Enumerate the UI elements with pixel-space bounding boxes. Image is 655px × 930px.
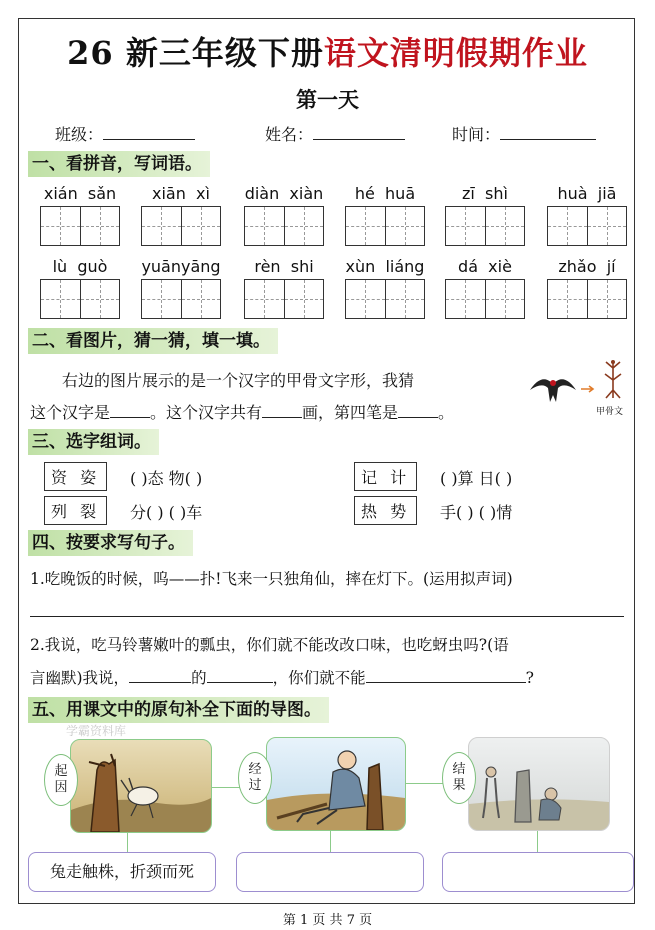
section-3-heading: 三、选字组词。 xyxy=(28,429,159,455)
s2-blank-char[interactable] xyxy=(110,417,150,418)
writing-grid[interactable] xyxy=(445,279,525,319)
writing-grid[interactable] xyxy=(40,279,120,319)
s3-box-ji: 记 计 xyxy=(354,462,417,491)
tree-stump-rabbit-icon xyxy=(71,740,211,832)
s2-blank-fourth-stroke[interactable] xyxy=(398,417,438,418)
writing-grid[interactable] xyxy=(244,206,324,246)
name-field: 姓名： xyxy=(265,122,405,145)
s2-blank-strokes[interactable] xyxy=(262,417,302,418)
s3-words-re: 手( ) ( )情 xyxy=(440,503,513,522)
swallow-icon xyxy=(528,368,578,410)
page-title xyxy=(0,28,655,74)
writing-grid[interactable] xyxy=(40,206,120,246)
s4-q2-line2: 言幽默)我说， 的 ，你们就不能 ? xyxy=(30,669,534,687)
page-footer: 第 1 页 共 7 页 xyxy=(282,913,373,928)
connector-down-2 xyxy=(330,829,331,853)
s3-box-zi: 资 姿 xyxy=(44,462,107,491)
bubble-result: 结 果 xyxy=(442,752,476,804)
grid-cell[interactable] xyxy=(385,280,425,318)
pinyin-label: xiān xì xyxy=(152,184,210,203)
grid-cell[interactable] xyxy=(245,207,284,245)
writing-grid[interactable] xyxy=(345,206,425,246)
grid-cell[interactable] xyxy=(181,280,221,318)
class-blank[interactable] xyxy=(103,125,195,140)
s3-words-zi: ( )态 物( ) xyxy=(130,469,203,488)
title-main: 26 新三年级下册 xyxy=(67,34,324,72)
writing-grid[interactable] xyxy=(445,206,525,246)
answer-box-cause: 兔走触株，折颈而死 xyxy=(28,852,216,892)
section-4-heading: 四、按要求写句子。 xyxy=(28,530,193,556)
grid-cell[interactable] xyxy=(548,207,587,245)
grid-cell[interactable] xyxy=(142,207,181,245)
pinyin-label: xián sǎn xyxy=(43,184,117,203)
name-blank[interactable] xyxy=(313,125,405,140)
s3-box-lie: 列 裂 xyxy=(44,496,107,525)
grid-cell[interactable] xyxy=(446,280,485,318)
s3-words-lie: 分( ) ( )车 xyxy=(130,503,203,522)
oracle-label: 甲骨文 xyxy=(596,407,624,417)
section-1-heading: 一、看拼音，写词语。 xyxy=(28,151,210,177)
grid-cell[interactable] xyxy=(587,207,627,245)
grid-cell[interactable] xyxy=(385,207,425,245)
grid-cell[interactable] xyxy=(446,207,485,245)
grid-cell[interactable] xyxy=(485,207,525,245)
bubble-cause: 起 因 xyxy=(44,754,78,806)
pinyin-label: rèn shi xyxy=(254,257,314,276)
arrow-right-icon xyxy=(580,384,596,394)
title-highlight: 语文清明假期作业 xyxy=(323,34,588,72)
grid-cell[interactable] xyxy=(346,207,385,245)
grid-cell[interactable] xyxy=(41,207,80,245)
story-image-process xyxy=(266,737,406,831)
pinyin-label: zhǎo jí xyxy=(558,257,616,276)
writing-grid[interactable] xyxy=(141,279,221,319)
grid-cell[interactable] xyxy=(548,280,587,318)
pinyin-label: diàn xiàn xyxy=(244,184,324,203)
s4-q1-answer-line[interactable] xyxy=(30,616,624,617)
s4-blank-2[interactable] xyxy=(207,682,273,683)
s3-box-re: 热 势 xyxy=(354,496,417,525)
grid-cell[interactable] xyxy=(346,280,385,318)
s4-blank-1[interactable] xyxy=(129,682,191,683)
grid-cell[interactable] xyxy=(80,207,120,245)
time-blank[interactable] xyxy=(500,125,596,140)
watermark: 学霸资料库 xyxy=(66,724,127,738)
grid-cell[interactable] xyxy=(284,280,324,318)
grid-cell[interactable] xyxy=(245,280,284,318)
writing-grid[interactable] xyxy=(141,206,221,246)
answer-box-process[interactable] xyxy=(236,852,424,892)
connector-down-3 xyxy=(537,829,538,853)
grid-cell[interactable] xyxy=(485,280,525,318)
pinyin-label: xùn liáng xyxy=(345,257,425,276)
writing-grid[interactable] xyxy=(345,279,425,319)
pinyin-label: zī shì xyxy=(462,184,508,203)
grid-cell[interactable] xyxy=(587,280,627,318)
oracle-bone-glyph-icon xyxy=(600,358,626,402)
pinyin-label: huà jiā xyxy=(557,184,617,203)
story-image-result xyxy=(468,737,610,831)
grid-cell[interactable] xyxy=(284,207,324,245)
answer-box-result[interactable] xyxy=(442,852,634,892)
writing-grid[interactable] xyxy=(547,279,627,319)
grid-cell[interactable] xyxy=(41,280,80,318)
section-2-heading: 二、看图片，猜一猜，填一填。 xyxy=(28,328,278,354)
s4-blank-3[interactable] xyxy=(366,682,526,683)
pinyin-label: yuānyāng xyxy=(141,257,221,276)
s2-line2: 这个汉字是 。这个汉字共有 画，第四笔是 。 xyxy=(30,403,455,422)
pinyin-label: dá xiè xyxy=(458,257,512,276)
writing-grid[interactable] xyxy=(547,206,627,246)
grid-cell[interactable] xyxy=(142,280,181,318)
writing-grid[interactable] xyxy=(244,279,324,319)
pinyin-label: hé huā xyxy=(354,184,416,203)
s3-words-ji: ( )算 日( ) xyxy=(440,469,513,488)
farmer-barren-field-icon xyxy=(469,738,609,830)
farmer-waiting-icon xyxy=(267,738,405,830)
grid-cell[interactable] xyxy=(80,280,120,318)
bubble-process: 经 过 xyxy=(238,752,272,804)
grid-cell[interactable] xyxy=(181,207,221,245)
pinyin-label: lù guò xyxy=(52,257,108,276)
s2-line1: 右边的图片展示的是一个汉字的甲骨文字形，我猜 xyxy=(62,371,415,390)
class-field: 班级： xyxy=(55,122,195,145)
section-5-heading: 五、用课文中的原句补全下面的导图。 xyxy=(28,697,329,723)
s4-q2-line1: 2.我说，吃马铃薯嫩叶的瓢虫，你们就不能改改口味，也吃蚜虫吗?(语 xyxy=(30,636,509,654)
s4-q1: 1.吃晚饭的时候，呜——扑!飞来一只独角仙，摔在灯下。(运用拟声词) xyxy=(30,570,513,588)
time-field: 时间： xyxy=(452,122,596,145)
day-heading: 第一天 xyxy=(296,87,359,112)
story-image-cause xyxy=(70,739,212,833)
